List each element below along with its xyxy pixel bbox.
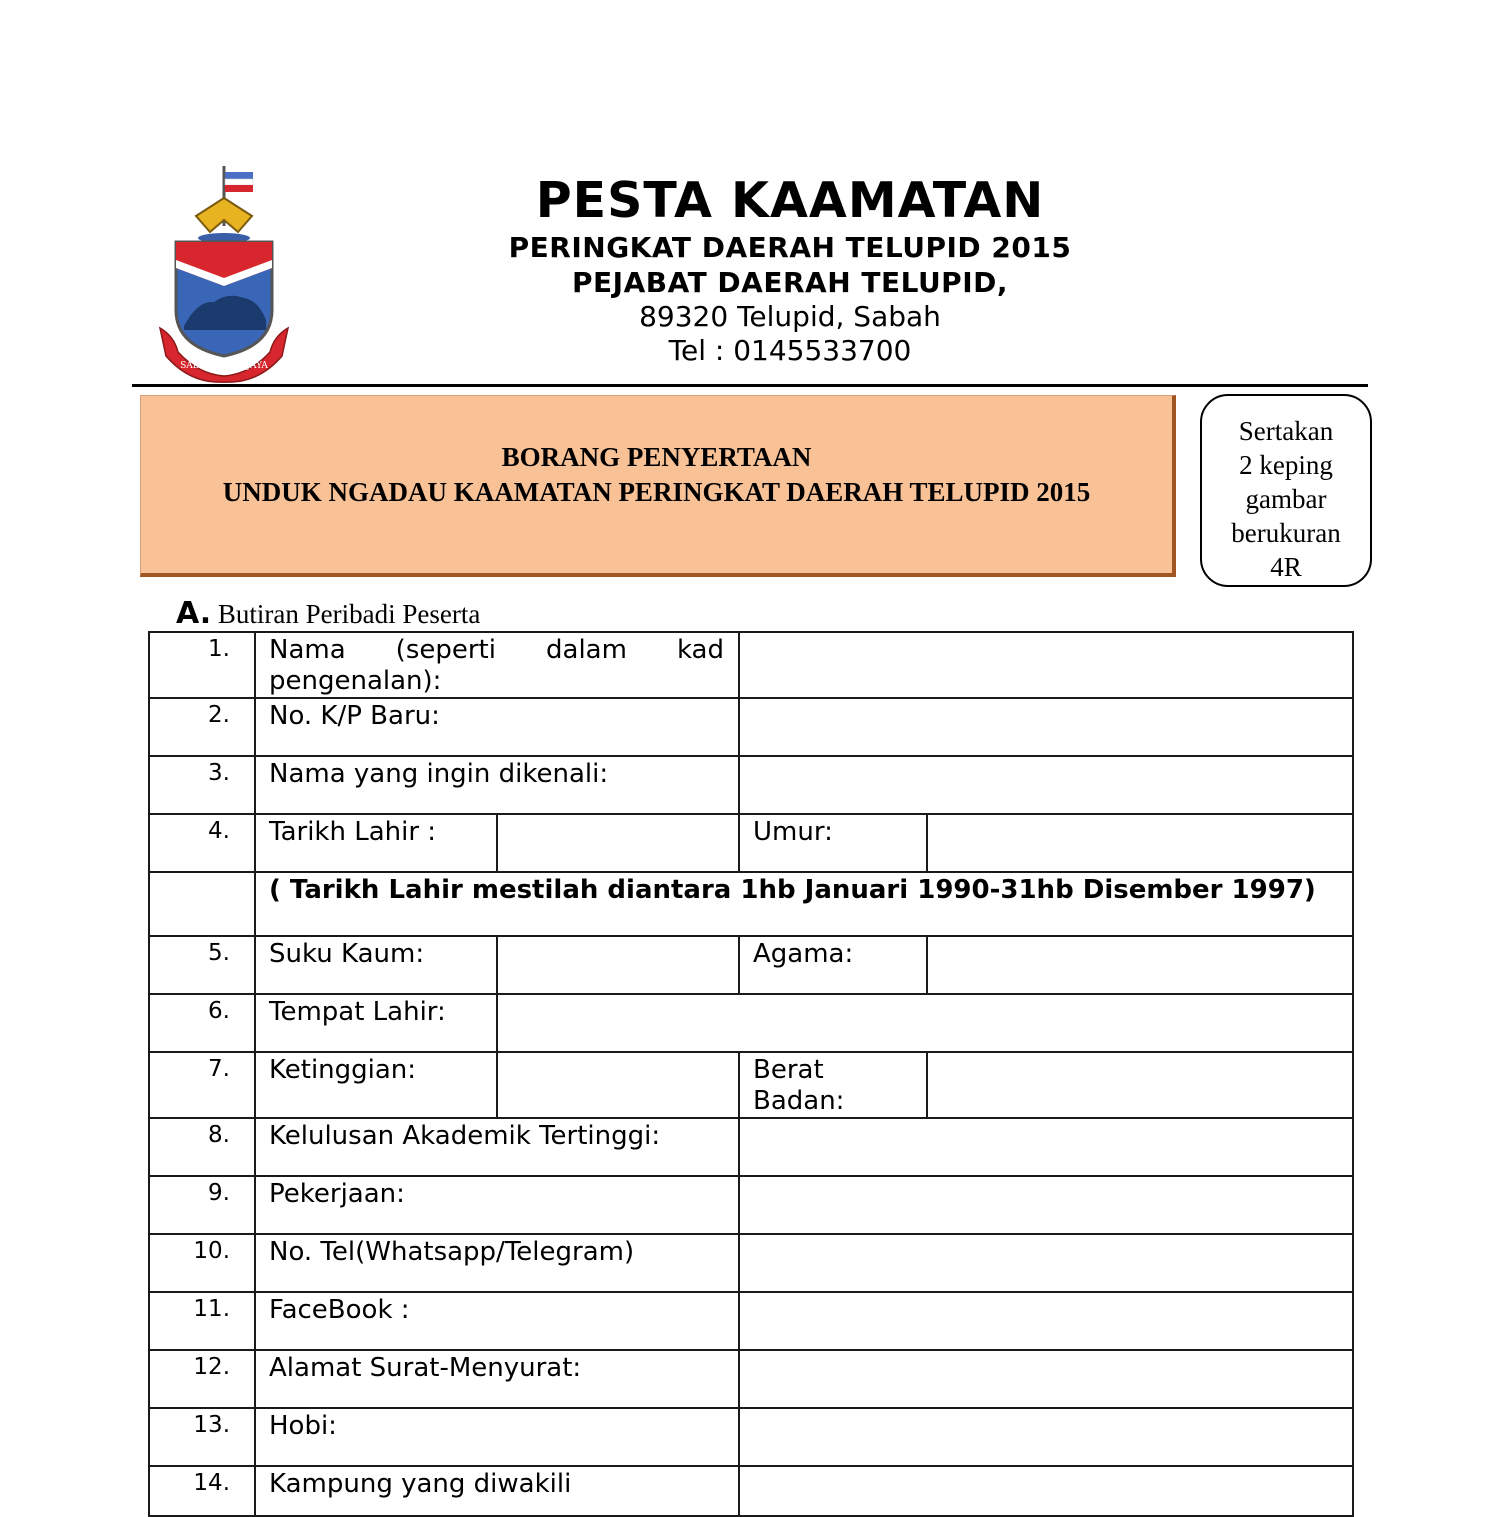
birth-date-note: ( Tarikh Lahir mestilah diantara 1hb Januari 1990-31hb Disember 1997) <box>255 872 1353 936</box>
row-number: 12. <box>149 1350 255 1408</box>
field-label: Agama: <box>739 936 927 994</box>
education-input-cell[interactable] <box>739 1118 1353 1176</box>
field-label: Kampung yang diwakili <box>255 1466 739 1516</box>
field-label: Umur: <box>739 814 927 872</box>
field-label: Tempat Lahir: <box>255 994 497 1052</box>
field-label: Tarikh Lahir : <box>255 814 497 872</box>
village-input-cell[interactable] <box>739 1466 1353 1516</box>
field-label: No. K/P Baru: <box>255 698 739 756</box>
row-number: 2. <box>149 698 255 756</box>
row-number: 7. <box>149 1052 255 1118</box>
table-row <box>149 1052 1353 1118</box>
field-label: Alamat Surat-Menyurat: <box>255 1350 739 1408</box>
section-heading <box>176 596 480 631</box>
field-label-line: pengenalan): <box>269 666 442 696</box>
phone-input-cell[interactable] <box>739 1234 1353 1292</box>
birthplace-input-cell[interactable] <box>497 994 1353 1052</box>
crest-motto: SABAH MAJU JAYA <box>180 361 268 371</box>
field-label: Kelulusan Akademik Tertinggi: <box>255 1118 739 1176</box>
field-label <box>739 1052 927 1118</box>
table-row <box>149 1176 1353 1234</box>
field-label: Nama yang ingin dikenali: <box>255 756 739 814</box>
weight-input-cell[interactable] <box>927 1052 1353 1118</box>
nickname-input-cell[interactable] <box>739 756 1353 814</box>
height-input-cell[interactable] <box>497 1052 739 1118</box>
page-title: PESTA KAAMATAN <box>535 172 1045 229</box>
row-number: 14. <box>149 1466 255 1516</box>
section-title: Butiran Peribadi Peserta <box>217 599 481 629</box>
table-row <box>149 1292 1353 1350</box>
field-label-line: Badan: <box>753 1086 845 1116</box>
field-label: Suku Kaum: <box>255 936 497 994</box>
field-label-line: Nama (seperti dalam kad <box>269 635 724 665</box>
field-label: Pekerjaan: <box>255 1176 739 1234</box>
row-number: 1. <box>149 632 255 698</box>
birth-date-input-cell[interactable] <box>497 814 739 872</box>
table-row <box>149 936 1353 994</box>
hobby-input-cell[interactable] <box>739 1408 1353 1466</box>
table-row <box>149 1118 1353 1176</box>
office-address: 89320 Telupid, Sabah <box>639 300 941 333</box>
table-row <box>149 632 1353 698</box>
row-number: 5. <box>149 936 255 994</box>
photo-line: gambar <box>1245 484 1327 514</box>
table-row <box>149 1466 1353 1516</box>
header-divider <box>132 384 1368 387</box>
row-number: 10. <box>149 1234 255 1292</box>
photo-line: 2 keping <box>1239 450 1333 480</box>
field-label: FaceBook : <box>255 1292 739 1350</box>
office-name: PEJABAT DAERAH TELUPID, <box>572 266 1008 299</box>
table-row <box>149 872 1353 936</box>
sabah-crest-logo <box>158 160 290 384</box>
table-row <box>149 698 1353 756</box>
table-row <box>149 756 1353 814</box>
table-row <box>149 1350 1353 1408</box>
field-label: Ketinggian: <box>255 1052 497 1118</box>
event-subtitle: PERINGKAT DAERAH TELUPID 2015 <box>508 231 1072 264</box>
facebook-input-cell[interactable] <box>739 1292 1353 1350</box>
office-phone: Tel : 0145533700 <box>668 334 912 367</box>
photo-line: berukuran <box>1231 518 1341 548</box>
table-row <box>149 1408 1353 1466</box>
ethnicity-input-cell[interactable] <box>497 936 739 994</box>
photo-instruction-box <box>1200 394 1372 587</box>
section-letter: A. <box>176 596 212 631</box>
religion-input-cell[interactable] <box>927 936 1353 994</box>
ic-number-input-cell[interactable] <box>739 698 1353 756</box>
row-number <box>149 872 255 936</box>
row-number: 13. <box>149 1408 255 1466</box>
age-input-cell[interactable] <box>927 814 1353 872</box>
form-subtitle: UNDUK NGADAU KAAMATAN PERINGKAT DAERAH TELUPID 2015 <box>222 477 1091 507</box>
row-number: 6. <box>149 994 255 1052</box>
table-row <box>149 1234 1353 1292</box>
address-input-cell[interactable] <box>739 1350 1353 1408</box>
field-label-line: Berat <box>753 1055 824 1085</box>
form-title: BORANG PENYERTAAN <box>501 442 812 472</box>
field-label: Hobi: <box>255 1408 739 1466</box>
table-row <box>149 814 1353 872</box>
personal-details-form <box>148 631 1354 1517</box>
photo-line: 4R <box>1270 552 1302 582</box>
row-number: 11. <box>149 1292 255 1350</box>
photo-line: Sertakan <box>1238 416 1334 446</box>
occupation-input-cell[interactable] <box>739 1176 1353 1234</box>
field-label <box>255 632 739 698</box>
table-row <box>149 994 1353 1052</box>
row-number: 8. <box>149 1118 255 1176</box>
row-number: 9. <box>149 1176 255 1234</box>
form-title-banner <box>140 395 1176 577</box>
row-number: 4. <box>149 814 255 872</box>
name-input-cell[interactable] <box>739 632 1353 698</box>
field-label: No. Tel(Whatsapp/Telegram) <box>255 1234 739 1292</box>
row-number: 3. <box>149 756 255 814</box>
